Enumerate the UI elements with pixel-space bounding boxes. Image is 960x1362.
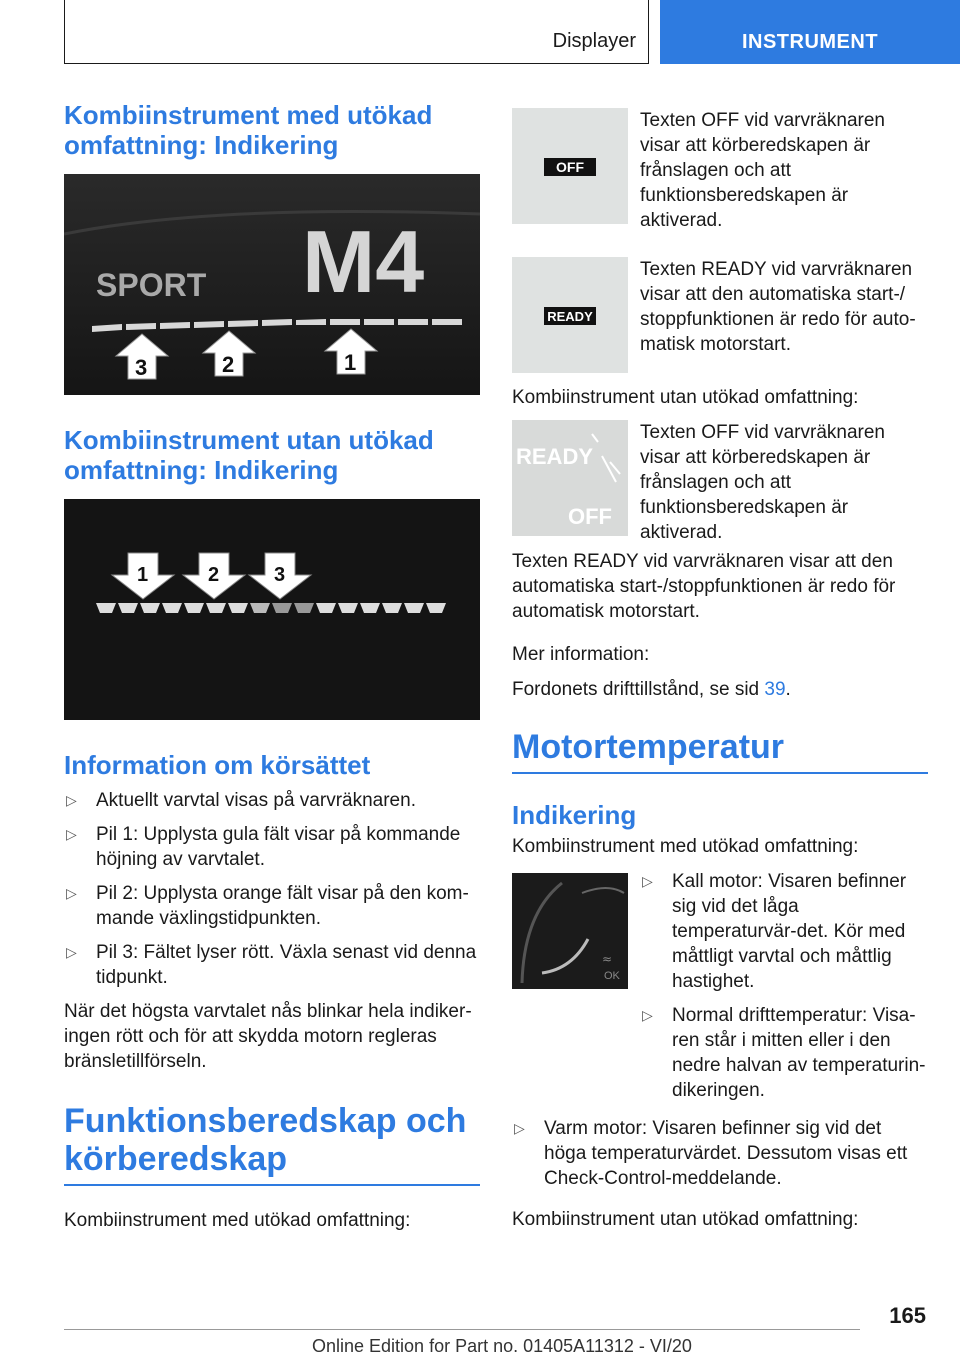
off-badge-text: OFF [556,159,584,175]
list-item: ▷ Aktuellt varvtal visas på varvräknaren. [66,790,416,811]
ready-badge-text: READY [547,309,593,324]
list-item: ▷ Pil 1: Upplysta gula fält visar på kommande höjning av varvtalet. [66,824,461,870]
right-column [512,108,928,1242]
header-rule-left [64,0,65,64]
arrow-label-1: 1 [344,350,357,375]
triangle-bullet-icon: ▷ [66,885,77,901]
section-title-readiness: Funktionsberedskap och körberedskap [64,1102,480,1186]
triangle-bullet-icon: ▷ [642,873,653,889]
header-rule-right [648,0,649,64]
triangle-bullet-icon: ▷ [514,1120,525,1136]
page-link[interactable]: 39 [764,679,786,700]
image-off-badge [512,108,628,224]
more-info-label: Mer information: [512,644,650,665]
ready-block [512,257,928,373]
list-item: ▷ Kall motor: Visaren befinner sig vid det låga temperaturvär-det. Kör med måttligt varvtal och måttlig hastighet. [642,871,907,992]
list-item: ▷ Normal drifttemperatur: Visa-ren står i mitten eller i den nedre halvan av temperaturin-dikeringen. [642,1005,926,1101]
arrow-label-3: 3 [135,355,148,380]
temp-symbol-icon: ≈ [602,952,613,966]
heading-indication: Indikering [512,800,637,830]
triangle-bullet-icon: ▷ [66,792,77,808]
list-item: ▷ Pil 2: Upplysta orange fält visar på den kom-mande växlingstidpunkten. [66,883,469,929]
image-extended-cluster [64,174,480,395]
heading-driving-style: Information om körsättet [64,750,371,780]
heading-standard-indication: Kombiinstrument utan utökad omfattning: Indikering [64,425,434,485]
arrow-label-3: 3 [274,564,286,586]
gauge-ready-text: READY [516,444,594,469]
label-standard-temp: Kombiinstrument utan utökad omfattning: [512,1209,859,1230]
arrow-label-2: 2 [222,352,235,377]
temp-ok-text: OK [604,970,620,982]
image-ready-badge [512,257,628,373]
header-rule-bottom [64,63,649,64]
arrow-label-1: 1 [137,564,149,586]
chapter-tab[interactable]: INSTRUMENT [660,0,960,64]
triangle-bullet-icon: ▷ [642,1007,653,1023]
temp-block [512,869,928,1112]
section-label: Displayer [552,30,636,52]
ready-description: Texten READY vid varvräknaren visar att den automatiska start-/ stoppfunktionen är redo för auto-matisk motorstart. [640,259,916,355]
image-gauge-ready-off [512,420,628,536]
sport-text: SPORT [96,267,207,303]
list-item: ▷ Varm motor: Visaren befinner sig vid det höga temperaturvärdet. Dessutom visas ett Check-Control-meddelande. [514,1118,908,1189]
off-description: Texten OFF vid varvräknaren visar att körberedskapen är frånslagen och att funktionsberedskapen är aktiverad. [640,110,885,231]
footer-rule [64,1329,860,1330]
label-extended: Kombiinstrument med utökad omfattning: [64,1210,411,1231]
off-block [512,108,928,243]
heading-extended-indication: Kombiinstrument med utökad omfattning: Indikering [64,100,433,160]
section-title-engine-temp: Motortemperatur [512,728,928,774]
gauge-off-text: OFF [568,504,612,529]
image-temp-gauge [512,873,628,989]
paragraph-rpm-limit: När det högsta varvtalet nås blinkar hela indiker-ingen rött och för att skydda motorn regleras bränsletillförseln. [64,1001,472,1072]
triangle-bullet-icon: ▷ [66,944,77,960]
edition-text: Online Edition for Part no. 01405A11312 - VI/20 [312,1336,692,1356]
page-number: 165 [889,1303,926,1328]
gear-text: M4 [302,212,425,311]
triangle-bullet-icon: ▷ [66,826,77,842]
list-item: ▷ Pil 3: Fältet lyser rött. Växla senast vid denna tidpunkt. [66,942,477,988]
label-extended-temp: Kombiinstrument med utökad omfattning: [512,836,859,857]
cross-reference: Fordonets drifttillstånd, se sid 39. [512,679,791,700]
label-standard: Kombiinstrument utan utökad omfattning: [512,387,859,408]
arrow-label-2: 2 [208,564,220,586]
gauge-block [512,420,928,549]
off-description-2: Texten OFF vid varvräknaren visar att körberedskapen är frånslagen och att funktionsberedskapen är aktiverad. [640,422,885,543]
ready-description-2: Texten READY vid varvräknaren visar att den automatiska start-/stoppfunktionen är redo för automatisk motorstart. [512,551,896,622]
left-column [64,100,480,1243]
image-standard-cluster [64,499,480,720]
